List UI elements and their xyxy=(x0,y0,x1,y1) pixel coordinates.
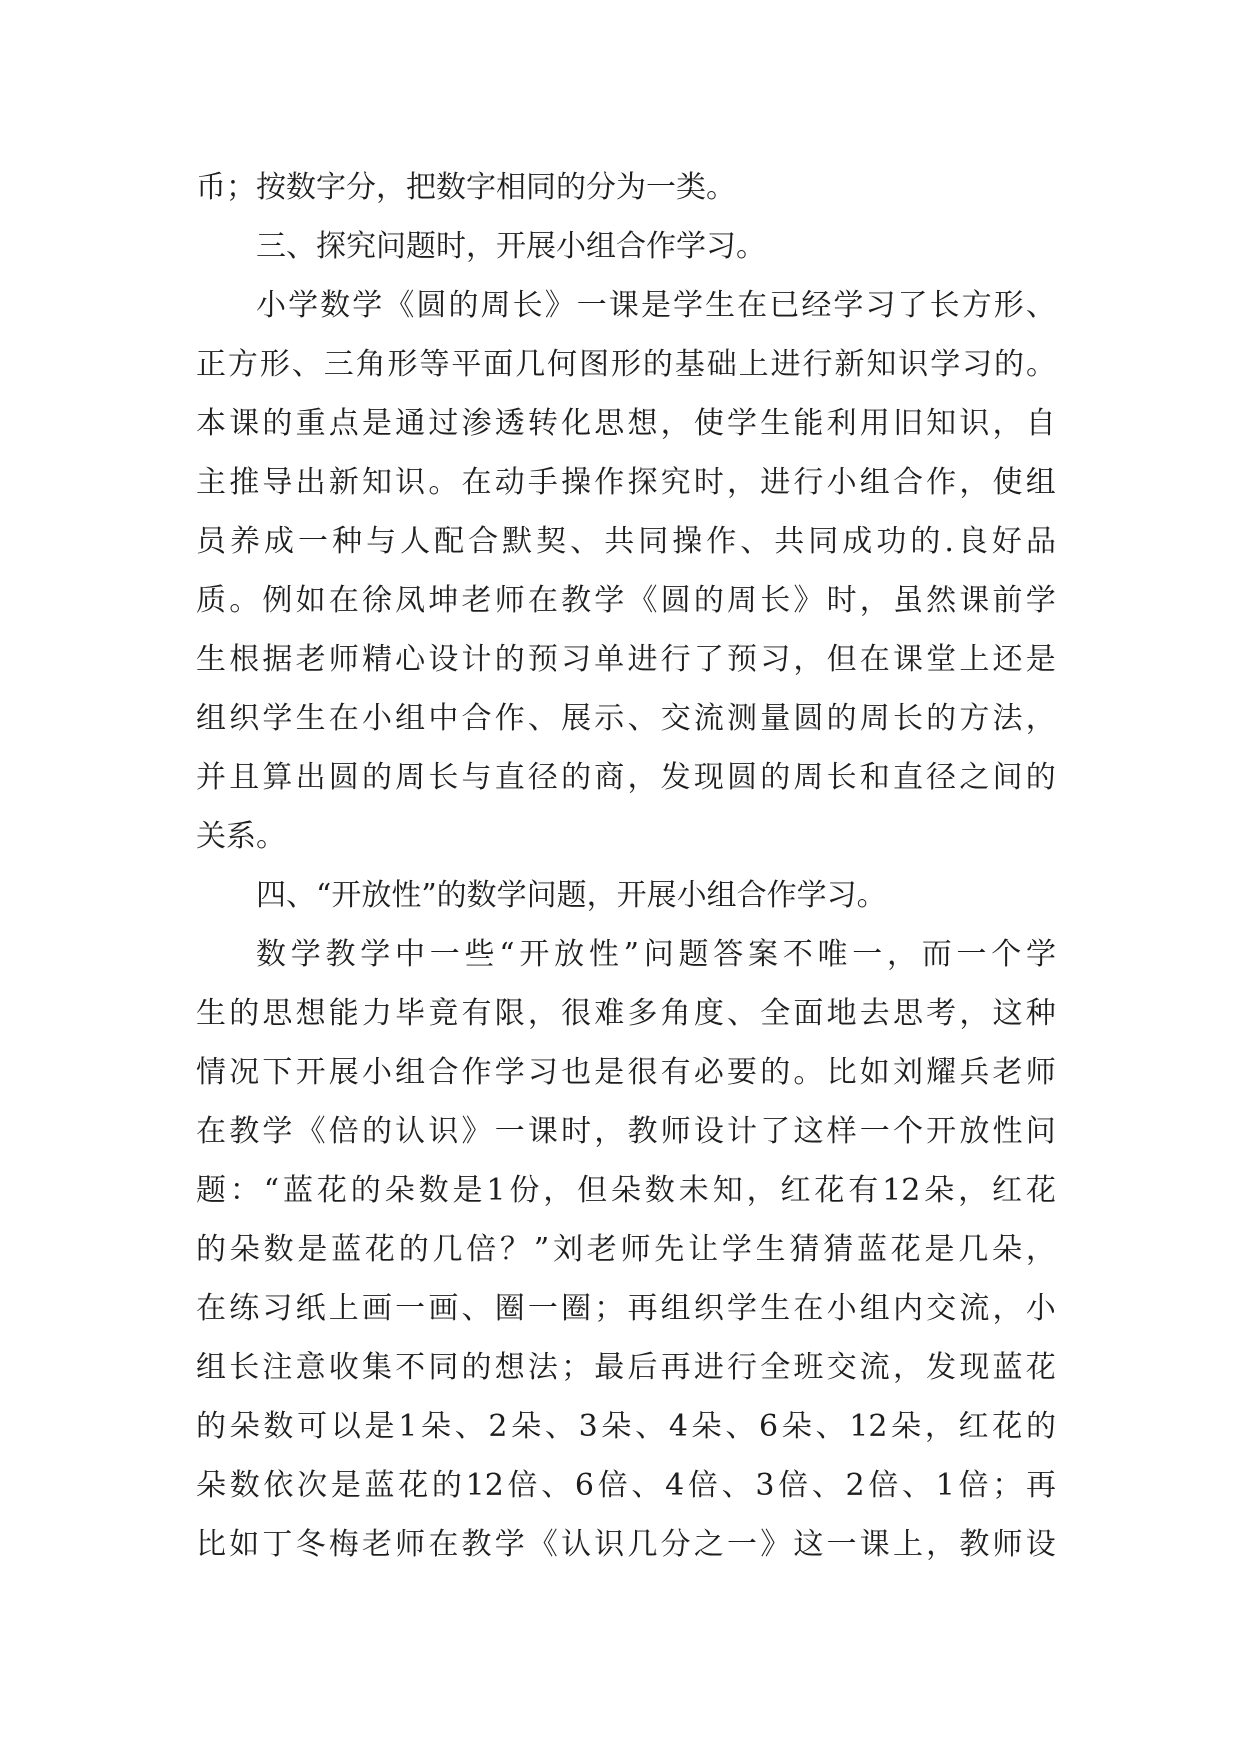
text-line: 币；按数字分，把数字相同的分为一类。 xyxy=(196,170,736,205)
text-line: 主 推 导 出 新 知 识 。 在 动 手 操 作 探 究 时 ， 进 行 小 组 合 作 ， 使 组 xyxy=(196,465,1056,500)
text-line: 本 课 的 重 点 是 通 过 渗 透 转 化 思 想 ， 使 学 生 能 利 用 旧 知 识 ， 自 xyxy=(196,406,1056,441)
text-line: 四、“开放性”的数学问题，开展小组合作学习。 xyxy=(256,878,887,913)
text-line: 正 方 形 、 三 角 形 等 平 面 几 何 图 形 的 基 础 上 进 行 新 知 识 学 习 的 。 xyxy=(196,347,1056,382)
text-line: 的 朵 数 是 蓝 花 的 几 倍 ？ ” 刘 老 师 先 让 学 生 猜 猜 蓝 花 是 几 朵 ， xyxy=(196,1232,1056,1267)
text-line: 在 教 学 《 倍 的 认 识 》 一 课 时 ， 教 师 设 计 了 这 样 一 个 开 放 性 问 xyxy=(196,1114,1056,1149)
text-line: 生 根 据 老 师 精 心 设 计 的 预 习 单 进 行 了 预 习 ， 但 在 课 堂 上 还 是 xyxy=(196,642,1056,677)
text-line: 数 学 教 学 中 一 些 “ 开 放 性 ” 问 题 答 案 不 唯 一 ， 而 一 个 学 xyxy=(256,937,1056,972)
text-line: 员 养 成 一 种 与 人 配 合 默 契 、 共 同 操 作 、 共 同 成 功 的 . 良 好 品 xyxy=(196,524,1056,559)
document-body xyxy=(196,158,1056,1574)
text-line: 朵 数 依 次 是 蓝 花 的 12 倍 、 6 倍 、 4 倍 、 3 倍 、 2 倍 、 1 倍 ； 再 xyxy=(196,1468,1056,1503)
text-line: 关系。 xyxy=(196,819,286,854)
text-line: 小 学 数 学 《 圆 的 周 长 》 一 课 是 学 生 在 已 经 学 习 了 长 方 形 、 xyxy=(256,288,1056,323)
text-line: 三、探究问题时，开展小组合作学习。 xyxy=(256,229,766,264)
text-line: 质 。 例 如 在 徐 凤 坤 老 师 在 教 学 《 圆 的 周 长 》 时 ， 虽 然 课 前 学 xyxy=(196,583,1056,618)
text-line: 组 长 注 意 收 集 不 同 的 想 法 ； 最 后 再 进 行 全 班 交 流 ， 发 现 蓝 花 xyxy=(196,1350,1056,1385)
text-line: 的 朵 数 可 以 是 1 朵 、 2 朵 、 3 朵 、 4 朵 、 6 朵 、 12 朵 ， 红 花 的 xyxy=(196,1409,1056,1444)
text-line: 情 况 下 开 展 小 组 合 作 学 习 也 是 很 有 必 要 的 。 比 如 刘 耀 兵 老 师 xyxy=(196,1055,1056,1090)
text-line: 并 且 算 出 圆 的 周 长 与 直 径 的 商 ， 发 现 圆 的 周 长 和 直 径 之 间 的 xyxy=(196,760,1056,795)
text-line: 生 的 思 想 能 力 毕 竟 有 限 ， 很 难 多 角 度 、 全 面 地 去 思 考 ， 这 种 xyxy=(196,996,1056,1031)
text-line: 题 ： “ 蓝 花 的 朵 数 是 1 份 ， 但 朵 数 未 知 ， 红 花 有 12 朵 ， 红 花 xyxy=(196,1173,1056,1208)
text-line: 组 织 学 生 在 小 组 中 合 作 、 展 示 、 交 流 测 量 圆 的 周 长 的 方 法 ， xyxy=(196,701,1056,736)
text-line: 在 练 习 纸 上 画 一 画 、 圈 一 圈 ； 再 组 织 学 生 在 小 组 内 交 流 ， 小 xyxy=(196,1291,1056,1326)
text-line: 比 如 丁 冬 梅 老 师 在 教 学 《 认 识 几 分 之 一 》 这 一 课 上 ， 教 师 设 xyxy=(196,1527,1056,1562)
